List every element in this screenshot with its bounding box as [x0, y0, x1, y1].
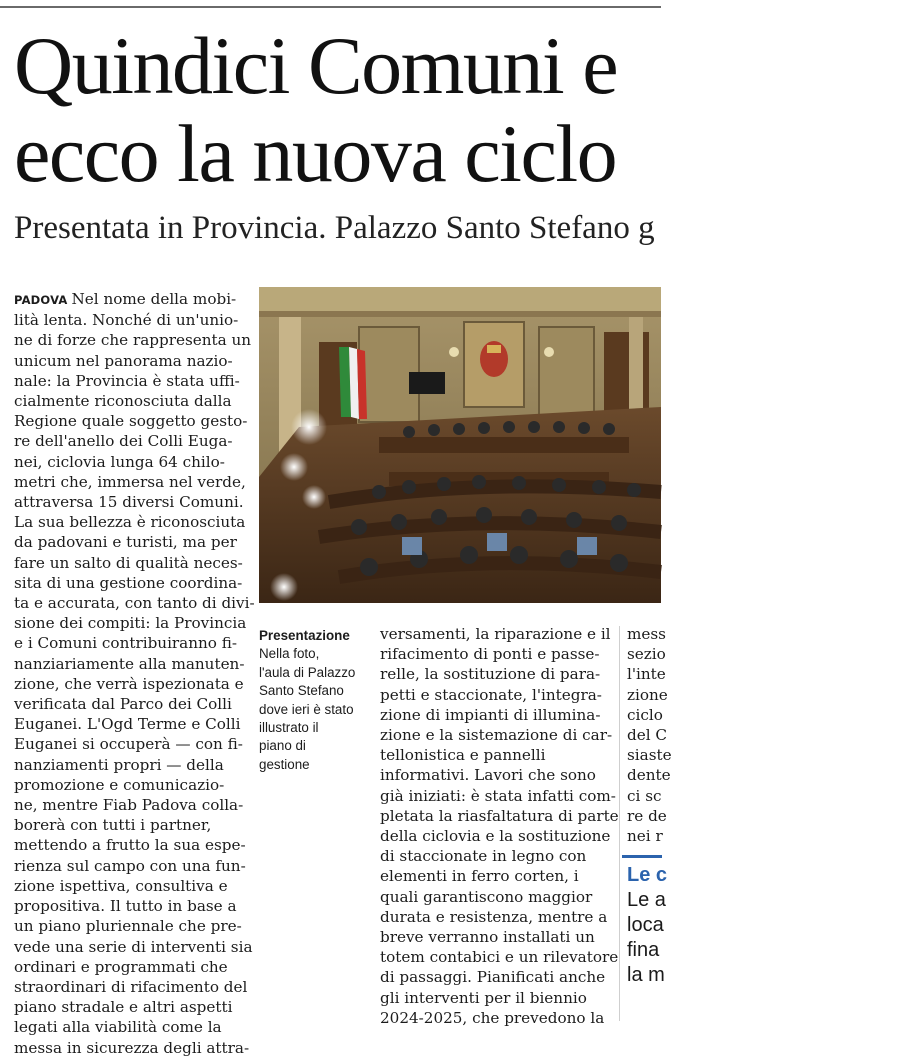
- text-line: pletata la riasfaltatura di parte: [380, 806, 619, 825]
- article-column-4: [627, 624, 672, 846]
- text-line: relle, la sostituzione di para-: [380, 665, 601, 684]
- text-line: promozione e comunicazio-: [14, 775, 225, 794]
- text-line: [14, 289, 252, 310]
- text-line: ciclo: [627, 705, 663, 724]
- text-line: e i Comuni contribuiranno fi-: [14, 634, 238, 653]
- headline-line-1: Quindici Comuni e: [14, 20, 618, 111]
- article-column-3: [380, 624, 619, 1028]
- text-line: zione e la sistemazione di car-: [380, 726, 613, 745]
- text-line: unicum nel panorama nazio-: [14, 351, 233, 370]
- sidebox-line: Le a: [627, 889, 666, 911]
- text-line: piano stradale e altri aspetti: [14, 998, 233, 1017]
- text-line: ta e accurata, con tanto di divi-: [14, 594, 255, 613]
- text-line: gli interventi per il biennio: [380, 988, 587, 1007]
- text-line: metri che, immersa nel verde,: [14, 472, 246, 491]
- caption-line: Nella foto,: [259, 646, 320, 662]
- text-line: borerà con tutti i partner,: [14, 816, 212, 835]
- sidebox: [627, 862, 667, 988]
- text-line: del C: [627, 726, 668, 745]
- text-line: siaste: [627, 746, 672, 765]
- sidebox-line: fina: [627, 939, 660, 961]
- headline: [14, 22, 914, 198]
- text-line: re de: [627, 806, 667, 825]
- text-line: Euganei si occuperà — con fi-: [14, 735, 243, 754]
- text-line: tellonistica e pannelli: [380, 746, 546, 765]
- caption-line: Santo Stefano: [259, 683, 344, 699]
- dateline: PADOVA: [14, 293, 68, 307]
- text-line: di staccionate in legno con: [380, 847, 587, 866]
- text-line: nale: la Provincia è stata uffi-: [14, 371, 240, 390]
- caption-line: piano di: [259, 738, 306, 754]
- text-line: versamenti, la riparazione e il: [380, 625, 611, 643]
- text-line: sita di una gestione coordina-: [14, 573, 243, 592]
- text-line: breve verranno installati un: [380, 928, 595, 947]
- text-line: durata e resistenza, mentre a: [380, 907, 608, 926]
- column-divider: [619, 626, 620, 1021]
- council-hall-photo: [259, 287, 661, 603]
- text-line: vede una serie di interventi sia: [14, 937, 253, 956]
- caption-line: illustrato il: [259, 720, 319, 736]
- text-line: fare un salto di qualità neces-: [14, 553, 243, 572]
- text-line: rifacimento di ponti e passe-: [380, 645, 600, 664]
- text-line: straordinari di rifacimento del: [14, 977, 248, 996]
- text-line: mettendo a frutto la sua espe-: [14, 836, 246, 855]
- top-rule: [0, 6, 661, 8]
- text-line: petti e staccionate, l'integra-: [380, 685, 602, 704]
- text-line: nanziariamente alla manuten-: [14, 654, 245, 673]
- text-line: di passaggi. Pianificati anche: [380, 968, 606, 987]
- text-line: nei, ciclovia lunga 64 chilo-: [14, 452, 225, 471]
- text-line: Regione quale soggetto gesto-: [14, 412, 248, 431]
- text-line: messa in sicurezza degli attra-: [14, 1038, 250, 1057]
- text-line: informativi. Lavori che sono: [380, 766, 596, 785]
- text-line: sione dei compiti: la Provincia: [14, 614, 247, 633]
- text-line: attraversa 15 diversi Comuni.: [14, 493, 244, 512]
- text-line: 2024-2025, che prevedono la: [380, 1008, 605, 1027]
- text-line: La sua bellezza è riconosciuta: [14, 513, 246, 532]
- text-line: l'inte: [627, 665, 666, 684]
- text-line: un piano pluriennale che pre-: [14, 917, 242, 936]
- text-line: Euganei. L'Ogd Terme e Colli: [14, 715, 241, 734]
- photo-caption: [259, 627, 369, 774]
- sidebox-title: Le c: [627, 864, 668, 886]
- text-line: lità lenta. Nonché di un'unio-: [14, 311, 239, 330]
- text-line: zione di impianti di illumina-: [380, 705, 601, 724]
- headline-line-2: ecco la nuova ciclo: [14, 108, 617, 199]
- text-line: elementi in ferro corten, i: [380, 867, 579, 886]
- text-line: zione: [627, 685, 668, 704]
- text-line: mess: [627, 625, 666, 643]
- text-line: ne, mentre Fiab Padova colla-: [14, 796, 244, 815]
- text-line: ci sc: [627, 786, 662, 805]
- text-line: rienza sul campo con una fun-: [14, 856, 246, 875]
- text-line: totem contabici e un rilevatore: [380, 948, 619, 967]
- sidebox-rule: [622, 855, 662, 858]
- caption-line: dove ieri è stato: [259, 701, 354, 717]
- article-column-1: [14, 289, 255, 1058]
- sidebox-line: loca: [627, 914, 664, 936]
- caption-title: Presentazione: [259, 628, 350, 643]
- subtitle: Presentata in Provincia. Palazzo Santo Stefano g: [14, 210, 655, 246]
- text-line: nanziamenti propri — della: [14, 755, 224, 774]
- text-line: sezio: [627, 645, 666, 664]
- text-line: zione ispettiva, consultiva e: [14, 876, 228, 895]
- caption-line: l'aula di Palazzo: [259, 664, 356, 680]
- text-line: propositiva. Il tutto in base a: [14, 897, 237, 916]
- text-line: della ciclovia e la sostituzione: [380, 827, 611, 846]
- caption-line: gestione: [259, 756, 310, 772]
- text-line: da padovani e turisti, ma per: [14, 533, 237, 552]
- text-line: ne di forze che rappresenta un: [14, 331, 252, 350]
- text-line: quali garantiscono maggior: [380, 887, 593, 906]
- text-line: re dell'anello dei Colli Euga-: [14, 432, 233, 451]
- text-line: verificata dal Parco dei Colli: [14, 695, 232, 714]
- sidebox-line: la m: [627, 964, 665, 986]
- text-line: nei r: [627, 827, 663, 846]
- text-line: dente: [627, 766, 671, 785]
- text-line: zione, che verrà ispezionata e: [14, 674, 244, 693]
- text-line-content: Nel nome della mobi-: [71, 290, 237, 308]
- text-line: legati alla viabilità come la: [14, 1018, 222, 1037]
- text-line: già iniziati: è stata infatti com-: [380, 786, 616, 805]
- text-line: ordinari e programmati che: [14, 957, 228, 976]
- text-line: cialmente riconosciuta dalla: [14, 392, 232, 411]
